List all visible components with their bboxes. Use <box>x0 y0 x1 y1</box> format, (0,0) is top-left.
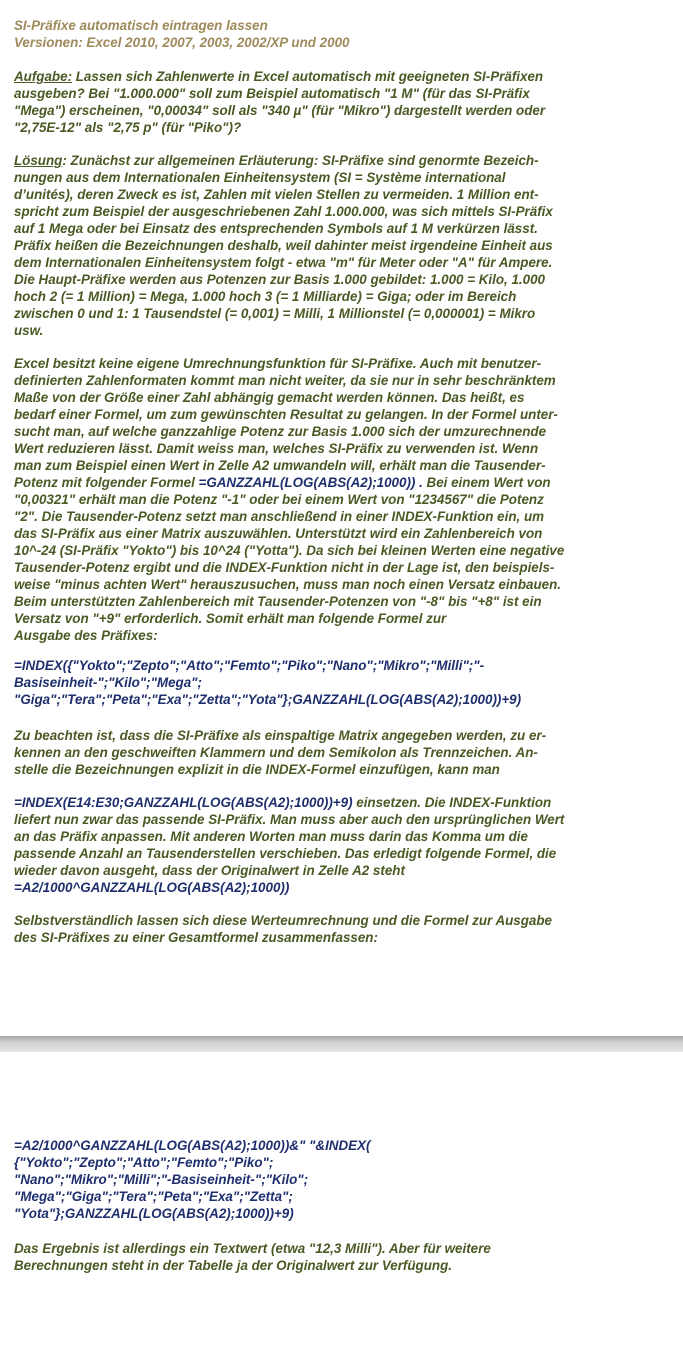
solution-line: dem Internationalen Einheitensystem folgt - etwa "m" für Meter oder "A" für Ampere. <box>14 255 553 270</box>
explanation-line: weise "minus achten Wert" herauszusuchen, muss man noch einen Versatz einbauen. <box>14 577 561 592</box>
header-block <box>14 17 624 51</box>
explanation-line: "0,00321" erhält man die Potenz "-1" oder bei einem Wert von "1234567" die Potenz <box>14 492 544 507</box>
document-page-2 <box>0 1052 683 1360</box>
explanation-line: Ausgabe des Präfixes: <box>14 628 158 643</box>
solution-line: Präfix heißen die Bezeichnungen deshalb, weil dahinter meist irgendeine Einheit aus <box>14 238 553 253</box>
conversion-formula: =A2/1000^GANZZAHL(LOG(ABS(A2);1000)) <box>14 880 290 895</box>
solution-line: auf 1 Mega oder bei Einsatz des entsprechenden Symbols auf 1 M verkürzen lässt. <box>14 221 538 236</box>
solution-line: nungen aus dem Internationalen Einheitensystem (SI = Système international <box>14 170 506 185</box>
formula-line: "Nano";"Mikro";"Milli";"-Basiseinheit-";"Kilo"; <box>14 1172 309 1187</box>
task-line: Aufgabe: Lassen sich Zahlenwerte in Excel automatisch mit geeigneten SI-Präfixen <box>14 69 544 84</box>
task-label: Aufgabe: <box>14 69 73 84</box>
explanation-line: Maße von der Größe einer Zahl abhängig gemacht werden können. Das heißt, es <box>14 390 525 405</box>
range-line: an das Präfix anpassen. Mit anderen Worten man muss darin das Komma um die <box>14 829 528 844</box>
note-line: stelle die Bezeichnungen explizit in die INDEX-Formel einzufügen, kann man <box>14 762 500 777</box>
summary-line: Selbstverständlich lassen sich diese Werteumrechnung und die Formel zur Ausgabe <box>14 913 552 928</box>
solution-line: usw. <box>14 323 44 338</box>
explanation-line: Excel besitzt keine eigene Umrechnungsfunktion für SI-Präfixe. Auch mit benutzer- <box>14 356 542 371</box>
summary-line: des SI-Präfixes zu einer Gesamtformel zusammenfassen: <box>14 930 378 945</box>
versions-line: Versionen: Excel 2010, 2007, 2003, 2002/XP und 2000 <box>14 35 350 50</box>
result-line: Das Ergebnis ist allerdings ein Textwert (etwa "12,3 Milli"). Aber für weitere <box>14 1241 491 1256</box>
explanation-line: man zum Beispiel einen Wert in Zelle A2 umwandeln will, erhält man die Tausender- <box>14 458 546 473</box>
explanation-line: Versatz von "+9" erforderlich. Somit erhält man folgende Formel zur <box>14 611 447 626</box>
explanation-line: "2". Die Tausender-Potenz setzt man anschließend in einer INDEX-Funktion ein, um <box>14 509 545 524</box>
formula-line: "Giga";"Tera";"Peta";"Exa";"Zetta";"Yota"};GANZZAHL(LOG(ABS(A2);1000))+9) <box>14 692 522 707</box>
task-line: "Mega") erscheinen, "0,00034" soll als "340 µ" (für "Mikro") dargestellt werden oder <box>14 103 546 118</box>
explanation-line: Wert reduzieren lässt. Damit weiss man, welches SI-Präfix zu verwenden ist. Wenn <box>14 441 539 456</box>
result-line: Berechnungen steht in der Tabelle ja der Originalwert zur Verfügung. <box>14 1258 452 1273</box>
explanation-line: sucht man, auf welche ganzzahlige Potenz zur Basis 1.000 sich der umzurechnende <box>14 424 547 439</box>
index-formula-block <box>14 657 624 708</box>
solution-line: spricht zum Beispiel der ausgeschriebenen Zahl 1.000.000, was sich mittels SI-Präfix <box>14 204 553 219</box>
note-line: kennen an den geschweiften Klammern und dem Semikolon als Trennzeichen. An- <box>14 745 538 760</box>
formula-line: =INDEX({"Yokto";"Zepto";"Atto";"Femto";"Piko";"Nano";"Mikro";"Milli";"- <box>14 658 485 673</box>
inline-formula: =GANZZAHL(LOG(ABS(A2);1000)) . <box>198 475 423 490</box>
solution-line: Lösung: Zunächst zur allgemeinen Erläuterung: SI-Präfixe sind genormte Bezeich- <box>14 153 539 168</box>
combined-formula-block <box>14 1137 624 1222</box>
explanation-line: das SI-Präfix aus einer Matrix auszuwählen. Unterstützt wird ein Zahlenbereich von <box>14 526 543 541</box>
result-paragraph <box>14 1240 624 1274</box>
formula-line: {"Yokto";"Zepto";"Atto";"Femto";"Piko"; <box>14 1155 274 1170</box>
formula-line: "Yota"};GANZZAHL(LOG(ABS(A2);1000))+9) <box>14 1206 294 1221</box>
solution-line: Die Haupt-Präfixe werden aus Potenzen zur Basis 1.000 gebildet: 1.000 = Kilo, 1.000 <box>14 272 545 287</box>
summary-paragraph <box>14 912 624 946</box>
explanation-line: definierten Zahlenformaten kommt man nicht weiter, da sie nur in sehr beschränktem <box>14 373 556 388</box>
formula-line: Basiseinheit-";"Kilo";"Mega"; <box>14 675 202 690</box>
explanation-line: Potenz mit folgender Formel =GANZZAHL(LOG(ABS(A2);1000)) . Bei einem Wert von <box>14 475 551 490</box>
solution-line: zwischen 0 und 1: 1 Tausendstel (= 0,001) = Milli, 1 Millionstel (= 0,000001) = Mikro <box>14 306 536 321</box>
range-formula-paragraph <box>14 794 624 896</box>
range-line: liefert nun zwar das passende SI-Präfix. Man muss aber auch den ursprünglichen Wert <box>14 812 565 827</box>
formula-line: =A2/1000^GANZZAHL(LOG(ABS(A2);1000))&" "&INDEX( <box>14 1138 371 1153</box>
document-title: SI-Präfixe automatisch eintragen lassen <box>14 18 268 33</box>
task-line: "2,75E-12" als "2,75 p" (für "Piko")? <box>14 120 242 135</box>
formula-line: "Mega";"Giga";"Tera";"Peta";"Exa";"Zetta"; <box>14 1189 293 1204</box>
solution-line: d’unités), deren Zweck es ist, Zahlen mit vielen Stellen zu vermeiden. 1 Million ent- <box>14 187 539 202</box>
explanation-line: bedarf einer Formel, um zum gewünschten Resultat zu gelangen. In der Formel unter- <box>14 407 558 422</box>
note-line: Zu beachten ist, dass die SI-Präfixe als einspaltige Matrix angegeben werden, zu er- <box>14 728 547 743</box>
solution-label: Lösung <box>14 153 63 168</box>
solution-paragraph <box>14 152 624 339</box>
solution-line: hoch 2 (= 1 Million) = Mega, 1.000 hoch 3 (= 1 Milliarde) = Giga; oder im Bereich <box>14 289 517 304</box>
range-line: wieder davon ausgeht, dass der Originalwert in Zelle A2 steht <box>14 863 405 878</box>
matrix-note-paragraph <box>14 727 624 778</box>
range-formula-line: =INDEX(E14:E30;GANZZAHL(LOG(ABS(A2);1000))+9) einsetzen. Die INDEX-Funktion <box>14 795 552 810</box>
range-formula: =INDEX(E14:E30;GANZZAHL(LOG(ABS(A2);1000))+9) <box>14 795 353 810</box>
explanation-line: 10^-24 (SI-Präfix "Yokto") bis 10^24 ("Yotta"). Da sich bei kleinen Werten eine negative <box>14 543 565 558</box>
page-break-separator <box>0 1036 683 1052</box>
task-line: ausgeben? Bei "1.000.000" soll zum Beispiel automatisch "1 M" (für das SI-Präfix <box>14 86 530 101</box>
range-line: passende Anzahl an Tausenderstellen verschieben. Das erledigt folgende Formel, die <box>14 846 557 861</box>
explanation-line: Beim unterstützten Zahlenbereich mit Tausender-Potenzen von "-8" bis "+8" ist ein <box>14 594 542 609</box>
explanation-paragraph <box>14 355 624 644</box>
task-paragraph <box>14 68 624 136</box>
explanation-line: Tausender-Potenz ergibt und die INDEX-Funktion nicht in der Lage ist, den beispiels- <box>14 560 555 575</box>
